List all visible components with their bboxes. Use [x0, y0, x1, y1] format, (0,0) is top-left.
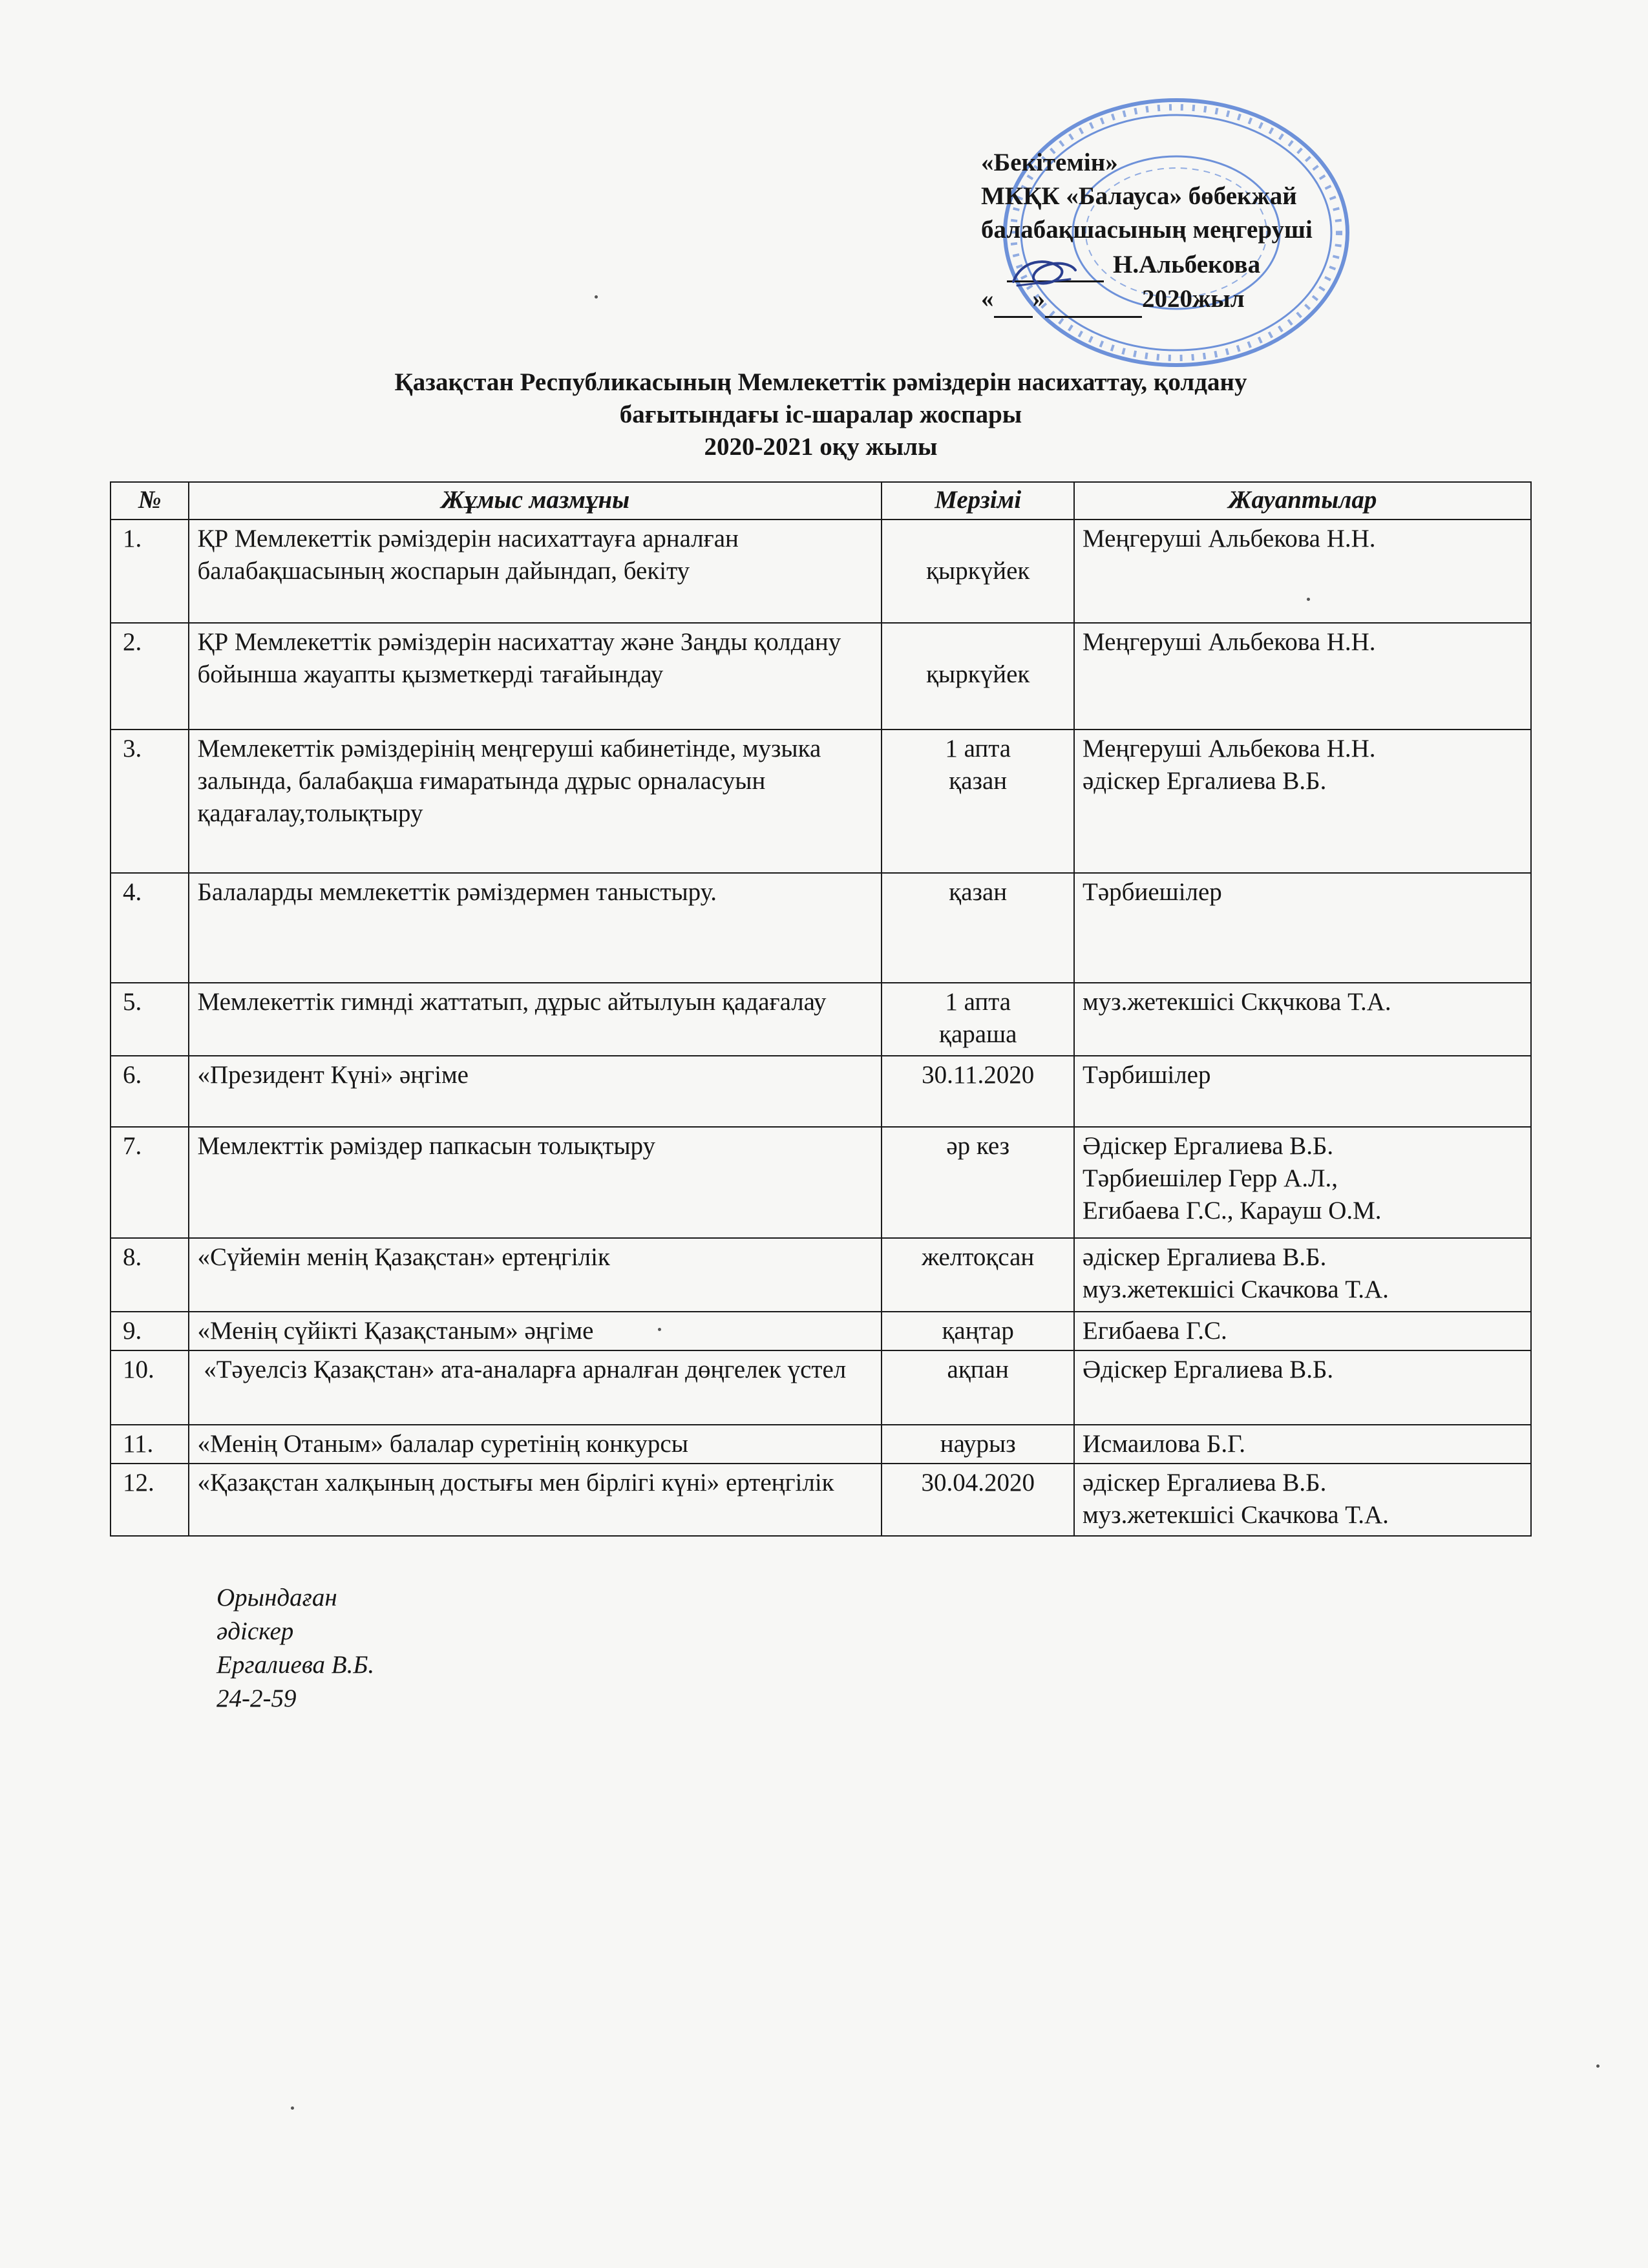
scan-speck: [291, 2106, 294, 2110]
row-responsible: Меңгеруші Альбекова Н.Н.: [1074, 623, 1531, 730]
table-row: [111, 1056, 1531, 1127]
row-number: 10.: [111, 1350, 189, 1425]
prepared-by-label: Орындаған: [217, 1584, 337, 1612]
table-row: [111, 623, 1531, 730]
document-title: [194, 366, 1448, 463]
row-period: қаңтар: [882, 1312, 1074, 1350]
title-line-2: бағытындағы іс-шаралар жоспары: [619, 401, 1022, 428]
header-responsible: Жауаптылар: [1074, 482, 1531, 520]
row-number: 1.: [111, 520, 189, 623]
row-content: «Менің сүйікті Қазақстаным» әңгіме: [189, 1312, 882, 1350]
table-row: [111, 873, 1531, 983]
row-period: ақпан: [882, 1350, 1074, 1425]
row-period: қазан: [882, 873, 1074, 983]
row-content: «Тәуелсіз Қазақстан» ата-аналарға арналған дөңгелек үстел: [189, 1350, 882, 1425]
prepared-by-phone: 24-2-59: [217, 1685, 297, 1712]
approval-date-line: « » 2020жыл: [981, 282, 1472, 318]
scan-speck: [1307, 598, 1310, 601]
header-period: Мерзімі: [882, 482, 1074, 520]
table-row: [111, 1127, 1531, 1238]
approval-block: [981, 146, 1472, 318]
row-content: ҚР Мемлекеттік рәміздерін насихаттау және Заңды қолдану бойынша жауапты қызметкерді тағайындау: [189, 623, 882, 730]
row-number: 2.: [111, 623, 189, 730]
row-content: Мемлекттік рәміздер папкасын толықтыру: [189, 1127, 882, 1238]
title-line-3: 2020-2021 оқу жылы: [704, 433, 938, 461]
row-responsible: әдіскер Ергалиева В.Б. муз.жетекшісі Скачкова Т.А.: [1074, 1464, 1531, 1536]
row-content: Мемлекеттік рәміздерінің меңгеруші кабинетінде, музыка залында, балабақша ғимаратында дұрыс орналасуын қадағалау,толықтыру: [189, 730, 882, 873]
row-content: «Президент Күні» әңгіме: [189, 1056, 882, 1127]
row-period: әр кез: [882, 1127, 1074, 1238]
row-period: 30.11.2020: [882, 1056, 1074, 1127]
table-row: [111, 983, 1531, 1056]
row-period: 30.04.2020: [882, 1464, 1074, 1536]
row-responsible: Исмаилова Б.Г.: [1074, 1425, 1531, 1464]
row-responsible: Меңгеруші Альбекова Н.Н. әдіскер Ергалиева В.Б.: [1074, 730, 1531, 873]
header-number: №: [111, 482, 189, 520]
row-number: 6.: [111, 1056, 189, 1127]
table-row: [111, 1425, 1531, 1464]
table-row: [111, 730, 1531, 873]
row-content: «Менің Отаным» балалар суретінің конкурсы: [189, 1425, 882, 1464]
row-number: 3.: [111, 730, 189, 873]
row-responsible: муз.жетекшісі Скқчкова Т.А.: [1074, 983, 1531, 1056]
table-row: [111, 1350, 1531, 1425]
row-period: желтоқсан: [882, 1238, 1074, 1312]
row-period: қыркүйек: [882, 520, 1074, 623]
row-responsible: Тәрбишілер: [1074, 1056, 1531, 1127]
approval-position: балабақшасының меңгеруші: [981, 216, 1313, 244]
table-row: [111, 1238, 1531, 1312]
row-responsible: Меңгеруші Альбекова Н.Н.: [1074, 520, 1531, 623]
row-responsible: Әдіскер Ергалиева В.Б. Тәрбиешілер Герр А.Л., Егибаева Г.С., Карауш О.М.: [1074, 1127, 1531, 1238]
row-content: ҚР Мемлекеттік рәміздерін насихаттауға арналған балабақшасының жоспарын дайындап, бекіту: [189, 520, 882, 623]
row-period: 1 апта қараша: [882, 983, 1074, 1056]
row-number: 7.: [111, 1127, 189, 1238]
row-responsible: Тәрбиешілер: [1074, 873, 1531, 983]
header-content: Жұмыс мазмұны: [189, 482, 882, 520]
prepared-by-name: Ергалиева В.Б.: [217, 1651, 375, 1679]
table-header-row: [111, 482, 1531, 520]
row-period: наурыз: [882, 1425, 1074, 1464]
row-number: 5.: [111, 983, 189, 1056]
scan-speck: [1596, 2064, 1600, 2068]
row-content: Мемлекеттік гимнді жаттатып, дұрыс айтылуын қадағалау: [189, 983, 882, 1056]
row-responsible: Егибаева Г.С.: [1074, 1312, 1531, 1350]
table-row: [111, 1312, 1531, 1350]
row-responsible: әдіскер Ергалиева В.Б. муз.жетекшісі Скачкова Т.А.: [1074, 1238, 1531, 1312]
scan-speck: [658, 1328, 661, 1331]
row-number: 8.: [111, 1238, 189, 1312]
row-number: 9.: [111, 1312, 189, 1350]
approval-heading: «Бекітемін»: [981, 149, 1118, 176]
row-number: 4.: [111, 873, 189, 983]
row-content: «Қазақстан халқының достығы мен бірлігі күні» ертеңгілік: [189, 1464, 882, 1536]
row-responsible: Әдіскер Ергалиева В.Б.: [1074, 1350, 1531, 1425]
scan-speck: [595, 295, 598, 299]
table-row: [111, 520, 1531, 623]
approval-organization: МКҚК «Балауса» бөбекжай: [981, 182, 1297, 210]
row-content: Балаларды мемлекеттік рәміздермен таныстыру.: [189, 873, 882, 983]
row-period: 1 апта қазан: [882, 730, 1074, 873]
title-line-1: Қазақстан Республикасының Мемлекеттік рәміздерін насихаттау, қолдану: [394, 368, 1247, 396]
prepared-by-block: [217, 1581, 374, 1716]
approval-director-name: Н.Альбекова: [1113, 250, 1261, 278]
row-number: 12.: [111, 1464, 189, 1536]
activity-plan-table: [110, 481, 1532, 1537]
prepared-by-position: әдіскер: [217, 1617, 294, 1645]
table-row: [111, 1464, 1531, 1536]
row-number: 11.: [111, 1425, 189, 1464]
row-content: «Сүйемін менің Қазақстан» ертеңгілік: [189, 1238, 882, 1312]
row-period: қыркүйек: [882, 623, 1074, 730]
handwritten-signature: [1008, 253, 1079, 292]
